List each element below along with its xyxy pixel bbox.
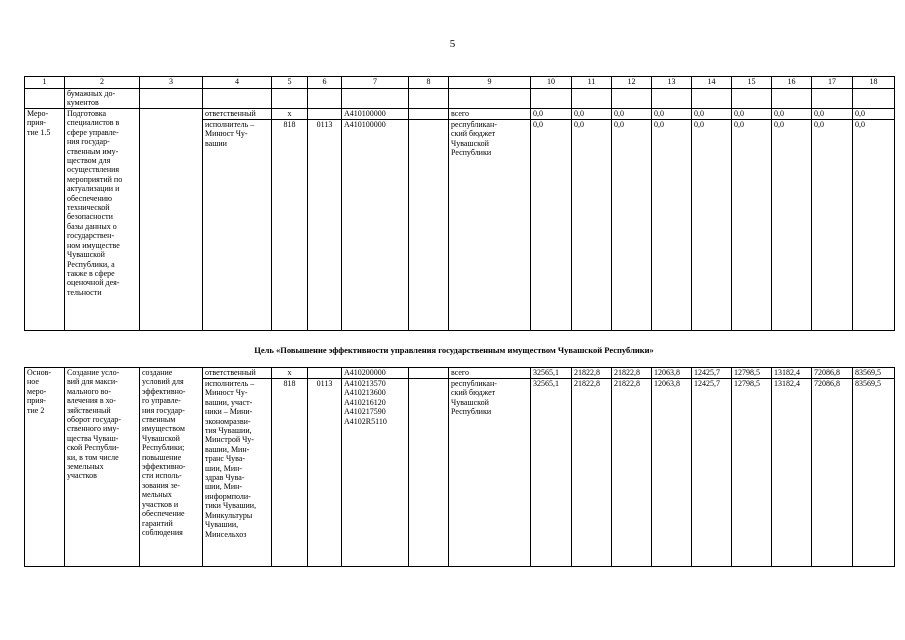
budget-table-part-1 (24, 76, 895, 331)
table-cell (732, 89, 772, 109)
column-number: 5 (272, 77, 308, 89)
column-number: 7 (342, 77, 409, 89)
column-number: 8 (409, 77, 449, 89)
page-number: 5 (449, 38, 456, 50)
column-number: 12 (612, 77, 652, 89)
table-cell: исполнитель – Минюст Чу- вашии, участ- ники – Мини- экономразви- тия Чувашии, Минстрой Чу- вашии, Мин- транс Чува- шии, Мин- здрав Чува- шии, Мин- информполи- тики Чувашии, Минкультуры Чувашии, Минсельхоз (203, 379, 272, 567)
table-cell (272, 89, 308, 109)
column-number: 18 (853, 77, 895, 89)
table-cell: 0,0 (732, 120, 772, 331)
table-cell: 818 (272, 120, 308, 331)
table-cell (308, 368, 342, 379)
table-cell: 0,0 (612, 109, 652, 120)
table-cell: Подготовка специалистов в сфере управле- ния государ- ственным иму- ществом для осуществления мероприятий по актуализации и обеспечению технической безопасности базы данных о государствен- ном имуществе Чувашской Республики, а также в сфере оценочной дея- тельности (65, 109, 140, 331)
column-number: 17 (812, 77, 853, 89)
column-number: 3 (140, 77, 203, 89)
table-cell: 0,0 (692, 120, 732, 331)
column-number: 4 (203, 77, 272, 89)
table-cell: 0,0 (853, 120, 895, 331)
table-cell: 21822,8 (612, 368, 652, 379)
table-cell: А410100000 (342, 109, 409, 120)
table-cell (692, 89, 732, 109)
table-cell: 0,0 (612, 120, 652, 331)
table-cell (308, 109, 342, 120)
goal-title: Цель «Повышение эффективности управления государственным имуществом Чувашской Республики» (254, 345, 654, 355)
table-cell: 12063,8 (652, 379, 692, 567)
table-cell: Создание усло- вий для макси- мального во- влечения в хо- зяйственный оборот государ- ственного иму- щества Чуваш- ской Республи- ки, в том числе земельных участков (65, 368, 140, 567)
table-cell (449, 89, 531, 109)
table-cell (409, 89, 449, 109)
table-cell (308, 89, 342, 109)
table-cell: бумажных до- кументов (65, 89, 140, 109)
column-number: 9 (449, 77, 531, 89)
table-cell: 13182,4 (772, 368, 812, 379)
column-number: 16 (772, 77, 812, 89)
table-cell: 32565,1 (531, 379, 572, 567)
table-cell: ответственный (203, 368, 272, 379)
column-number: 10 (531, 77, 572, 89)
column-number: 1 (25, 77, 65, 89)
table-cell: 21822,8 (612, 379, 652, 567)
table-row (25, 368, 895, 379)
table-cell: 0,0 (812, 109, 853, 120)
table-cell: 0,0 (692, 109, 732, 120)
table-cell: 12063,8 (652, 368, 692, 379)
table-cell: республикан- ский бюджет Чувашской Республики (449, 379, 531, 567)
table-cell (25, 89, 65, 109)
table-cell: 83569,5 (853, 368, 895, 379)
column-number: 15 (732, 77, 772, 89)
table-cell: 0,0 (732, 109, 772, 120)
table-cell: 12798,5 (732, 379, 772, 567)
table-cell (853, 89, 895, 109)
table-cell: А410200000 (342, 368, 409, 379)
table-cell: x (272, 368, 308, 379)
table-cell: 83569,5 (853, 379, 895, 567)
table-cell: 0,0 (531, 109, 572, 120)
column-numbers-row (25, 77, 895, 89)
table-cell (140, 89, 203, 109)
table-cell: 0,0 (772, 109, 812, 120)
table-cell: 72086,8 (812, 379, 853, 567)
table-cell: 12798,5 (732, 368, 772, 379)
column-number: 13 (652, 77, 692, 89)
table-cell (652, 89, 692, 109)
table-cell (203, 89, 272, 109)
table-cell: x (272, 109, 308, 120)
table-cell (531, 89, 572, 109)
column-number: 2 (65, 77, 140, 89)
table-cell (409, 379, 449, 567)
table-cell: 0113 (308, 120, 342, 331)
table-cell: 13182,4 (772, 379, 812, 567)
table-row (25, 89, 895, 109)
table-cell: 0,0 (531, 120, 572, 331)
table-cell (772, 89, 812, 109)
table-cell: 0,0 (572, 120, 612, 331)
column-number: 6 (308, 77, 342, 89)
table-cell: 0113 (308, 379, 342, 567)
table-cell: всего (449, 109, 531, 120)
table-cell: 32565,1 (531, 368, 572, 379)
table-cell: 21822,8 (572, 368, 612, 379)
table-cell (409, 368, 449, 379)
table-cell: Основ- ное меро- прия- тие 2 (25, 368, 65, 567)
column-number: 11 (572, 77, 612, 89)
table-cell: 0,0 (853, 109, 895, 120)
table-cell: 0,0 (812, 120, 853, 331)
table-cell: 0,0 (652, 120, 692, 331)
column-number: 14 (692, 77, 732, 89)
table-cell: республикан- ский бюджет Чувашской Республики (449, 120, 531, 331)
table-cell (140, 109, 203, 331)
table-cell: А410100000 (342, 120, 409, 331)
table-cell: Меро- прия- тие 1.5 (25, 109, 65, 331)
table-cell (409, 120, 449, 331)
table-cell: создание условий для эффективно- го управле- ния государ- ственным имуществом Чувашской Республики; повышение эффективно- сти исполь- зования зе- мельных участков и обеспечение гарантий соблюдения (140, 368, 203, 567)
table-cell (812, 89, 853, 109)
table-cell: А410213570 А410213600 А410216120 А410217590 А4102R5110 (342, 379, 409, 567)
table-row (25, 109, 895, 120)
table-cell: 0,0 (772, 120, 812, 331)
table-cell: 21822,8 (572, 379, 612, 567)
table-cell: 12425,7 (692, 379, 732, 567)
table-cell: 12425,7 (692, 368, 732, 379)
table-cell: всего (449, 368, 531, 379)
table-cell (342, 89, 409, 109)
table-cell: 0,0 (652, 109, 692, 120)
table-cell (409, 109, 449, 120)
budget-table-part-2 (24, 367, 895, 567)
table-cell: исполнитель – Минюст Чу- вашии (203, 120, 272, 331)
table-cell: 818 (272, 379, 308, 567)
table-cell: 0,0 (572, 109, 612, 120)
table-cell: ответственный (203, 109, 272, 120)
table-cell (572, 89, 612, 109)
table-cell: 72086,8 (812, 368, 853, 379)
table-cell (612, 89, 652, 109)
